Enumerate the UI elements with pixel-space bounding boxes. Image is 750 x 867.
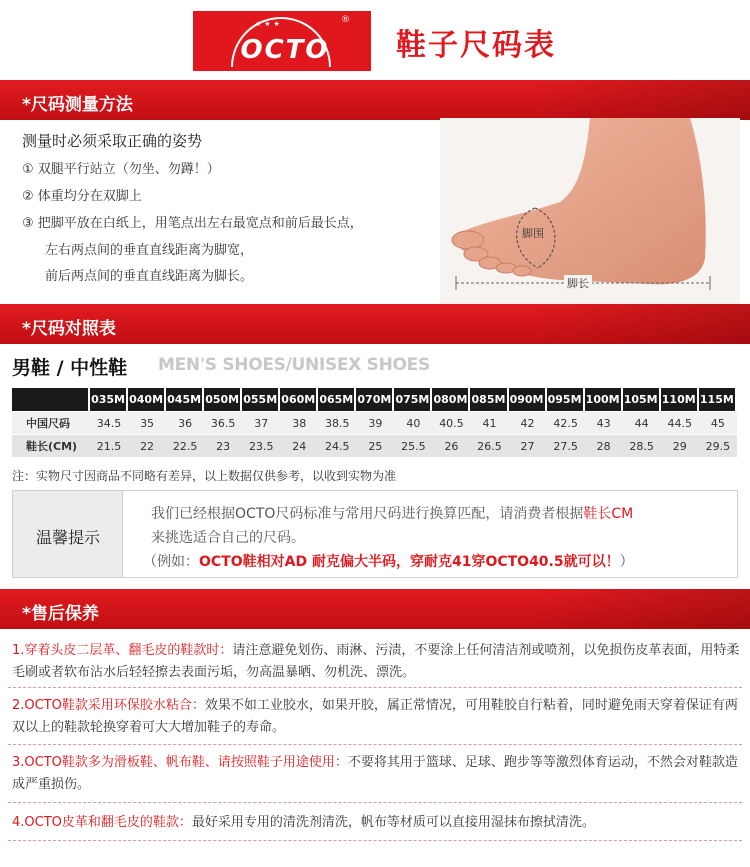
size-header-cell: 045M <box>166 388 204 411</box>
size-note: 注：实物尺寸因商品不同略有差异，以上数据仅供参考，以收到实物为准 <box>12 469 397 483</box>
size-cell: 25 <box>356 434 394 457</box>
care-divider <box>8 840 742 841</box>
tip-highlight-cm: 鞋长CM <box>583 506 634 522</box>
measure-step-continuation-1: 左右两点间的垂直直线距离为脚宽， <box>45 243 254 258</box>
measure-step-2 <box>22 185 142 204</box>
tip-line-3-open: （例如： <box>143 554 199 570</box>
size-header-cell: 105M <box>623 388 661 411</box>
logo-stars: ★★★ <box>255 20 283 28</box>
size-cell: 37 <box>242 411 280 434</box>
size-chart-table <box>12 388 737 457</box>
size-cell: 26 <box>432 434 470 457</box>
step-text: 体重均分在双脚上 <box>37 189 142 204</box>
size-header-cell: 110M <box>661 388 699 411</box>
size-row <box>12 434 737 457</box>
care-divider <box>8 744 742 745</box>
size-row <box>12 411 737 434</box>
size-cell: 25.5 <box>394 434 432 457</box>
warm-tip-box <box>12 490 738 578</box>
step-text: 把脚平放在白纸上，用笔点出左右最宽点和前后最长点， <box>37 216 363 231</box>
page-title: 鞋子尺码表 <box>396 28 556 63</box>
section-bar-care <box>0 589 750 629</box>
size-header-cell: 085M <box>470 388 508 411</box>
size-header-cell: 100M <box>585 388 623 411</box>
tip-label: 温馨提示 <box>35 528 100 547</box>
care-item-lead: 2.OCTO鞋款采用环保胶水粘合： <box>12 698 205 713</box>
care-item-text: 不要将其用于篮球、足球、跑步等等激烈体育运动，不然会对鞋款造成严重损伤。 <box>12 755 738 792</box>
care-divider <box>8 802 742 803</box>
size-header-cell: 040M <box>128 388 166 411</box>
size-header-cell: 115M <box>699 388 737 411</box>
section-title-chart: *尺码对照表 <box>22 319 116 339</box>
registered-mark: ® <box>341 15 350 25</box>
size-header-cell: 090M <box>509 388 547 411</box>
size-cell: 26.5 <box>470 434 508 457</box>
foot-width-label: 脚围 <box>522 227 544 240</box>
size-cell: 24.5 <box>318 434 356 457</box>
size-cell: 36 <box>166 411 204 434</box>
tip-label-panel <box>13 491 123 577</box>
foot-measurement-illustration <box>440 118 740 306</box>
mens-unisex-title: 男鞋 / 中性鞋 <box>12 357 128 379</box>
size-header-cell: 060M <box>280 388 318 411</box>
size-row-label: 鞋长(CM) <box>12 434 90 457</box>
size-header-cell: 050M <box>204 388 242 411</box>
tip-example: OCTO鞋相对AD 耐克偏大半码，穿耐克41穿OCTO40.5就可以！ <box>199 554 620 570</box>
step-number: ① <box>22 162 34 177</box>
size-cell: 44 <box>623 411 661 434</box>
logo-text: OCTO <box>240 35 330 65</box>
size-header-cell: 080M <box>432 388 470 411</box>
size-cell: 27.5 <box>547 434 585 457</box>
size-cell: 39 <box>356 411 394 434</box>
size-cell: 29 <box>661 434 699 457</box>
care-item-lead: 4.OCTO皮革和翻毛皮的鞋款： <box>12 815 192 830</box>
care-item-lead: 1.穿着头皮二层革、翻毛皮的鞋款时： <box>12 643 233 658</box>
care-item-4 <box>12 812 742 834</box>
size-cell: 28.5 <box>623 434 661 457</box>
size-cell: 45 <box>699 411 737 434</box>
size-cell: 43 <box>585 411 623 434</box>
size-cell: 38 <box>280 411 318 434</box>
size-cell: 41 <box>470 411 508 434</box>
size-cell: 44.5 <box>661 411 699 434</box>
size-cell: 28 <box>585 434 623 457</box>
mens-unisex-title-en: MEN'S SHOES/UNISEX SHOES <box>158 355 430 375</box>
size-header-cell: 035M <box>90 388 128 411</box>
size-header-cell: 070M <box>356 388 394 411</box>
care-item-text: 效果不如工业胶水，如果开胶，属正常情况，可用鞋胶自行粘着，同时避免雨天穿着保证有两双以上的鞋款轮换穿着可大大增加鞋子的寿命。 <box>12 698 738 735</box>
size-cell: 22.5 <box>166 434 204 457</box>
size-header-row <box>12 388 737 411</box>
care-item-text: 请注意避免划伤、雨淋、污渍，不要涂上任何清洁剂或喷剂，以免损伤皮革表面，用特柔毛刷或者软布沾水后轻轻擦去表面污垢，勿高温暴晒、勿机洗、漂洗。 <box>12 643 740 680</box>
size-cell: 42 <box>509 411 547 434</box>
size-header-cell: 075M <box>394 388 432 411</box>
size-cell: 36.5 <box>204 411 242 434</box>
measure-heading: 测量时必须采取正确的姿势 <box>22 132 203 150</box>
size-header-cell: 065M <box>318 388 356 411</box>
step-text: 双腿平行站立（勿坐、勿蹲！） <box>37 162 220 177</box>
step-number: ③ <box>22 216 34 231</box>
octo-logo <box>193 11 371 71</box>
step-number: ② <box>22 189 34 204</box>
measure-step-1 <box>22 158 220 177</box>
size-cell: 23.5 <box>242 434 280 457</box>
size-header-cell: 055M <box>242 388 280 411</box>
size-cell: 38.5 <box>318 411 356 434</box>
care-item-lead: 3.OCTO鞋款多为滑板鞋、帆布鞋、请按照鞋子用途使用： <box>12 755 348 770</box>
size-cell: 27 <box>509 434 547 457</box>
size-header-corner <box>12 388 90 411</box>
section-title-care: *售后保养 <box>22 604 99 624</box>
size-cell: 29.5 <box>699 434 737 457</box>
tip-line-3 <box>143 551 634 571</box>
size-cell: 21.5 <box>90 434 128 457</box>
size-cell: 22 <box>128 434 166 457</box>
size-cell: 23 <box>204 434 242 457</box>
size-cell: 35 <box>128 411 166 434</box>
care-item-1 <box>12 640 742 684</box>
care-item-3 <box>12 752 742 796</box>
tip-line-3-close: ） <box>619 554 634 570</box>
section-bar-chart <box>0 304 750 344</box>
tip-line-1 <box>151 503 633 523</box>
section-title-measure: *尺码测量方法 <box>22 95 133 115</box>
size-cell: 24 <box>280 434 318 457</box>
foot-length-label: 脚长 <box>564 275 592 291</box>
size-cell: 42.5 <box>547 411 585 434</box>
measure-step-continuation-2: 前后两点间的垂直直线距离为脚长。 <box>45 269 254 284</box>
size-header-cell: 095M <box>547 388 585 411</box>
size-cell: 40.5 <box>432 411 470 434</box>
care-item-text: 最好采用专用的清洗剂清洗，帆布等材质可以直接用湿抹布擦拭清洗。 <box>191 815 595 830</box>
page-header <box>0 0 750 80</box>
section-bar-measure <box>0 80 750 120</box>
tip-line-1-text: 我们已经根据OCTO尺码标准与常用尺码进行换算匹配，请消费者根据 <box>151 506 584 522</box>
care-item-2 <box>12 695 742 739</box>
tip-line-2: 来挑选适合自己的尺码。 <box>151 530 305 546</box>
care-divider <box>8 687 742 688</box>
measure-step-3 <box>22 212 363 231</box>
size-row-label: 中国尺码 <box>12 411 90 434</box>
size-cell: 40 <box>394 411 432 434</box>
size-cell: 34.5 <box>90 411 128 434</box>
